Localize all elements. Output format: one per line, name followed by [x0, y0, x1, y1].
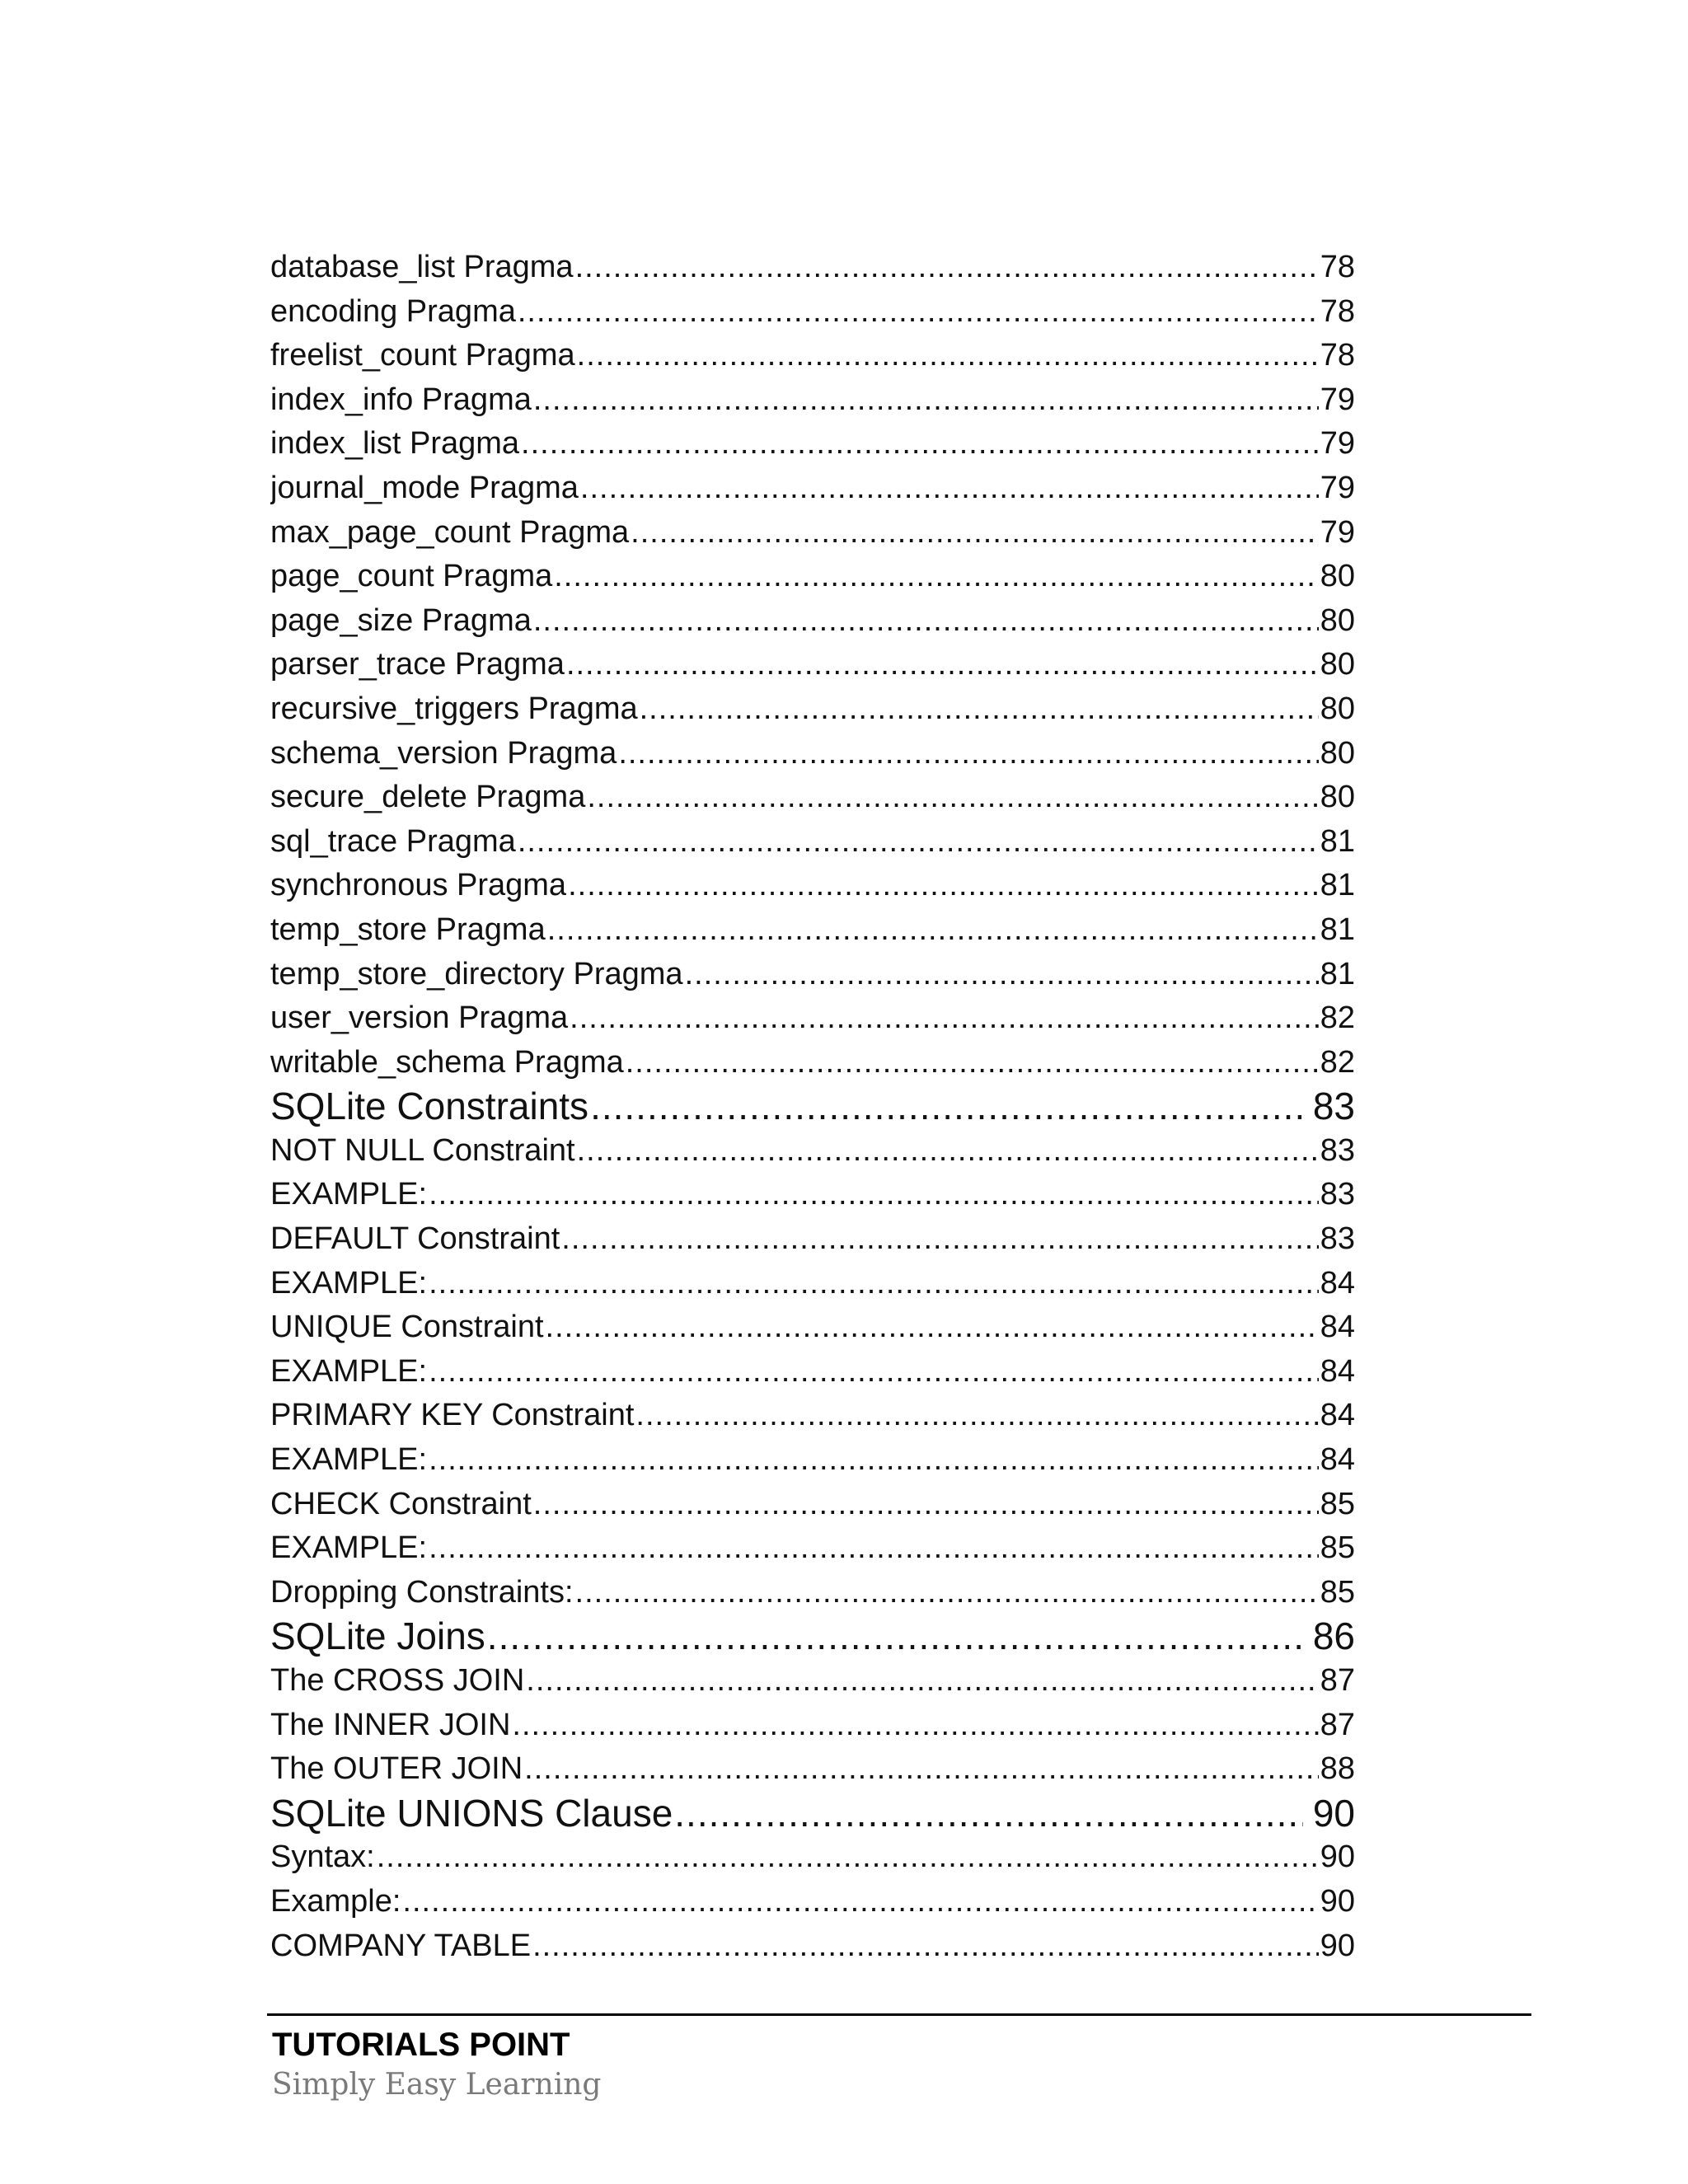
toc-entry-title: recursive_triggers Pragma [270, 691, 638, 726]
toc-entry-page-number: 80 [1320, 780, 1355, 815]
toc-entry[interactable] [270, 1217, 1355, 1262]
toc-dot-leader [429, 1526, 1319, 1571]
toc-dot-leader [402, 1880, 1318, 1924]
toc-dot-leader [575, 1571, 1319, 1615]
toc-entry[interactable] [270, 1041, 1355, 1085]
toc-entry-title: NOT NULL Constraint [270, 1132, 575, 1168]
toc-entry-title: schema_version Pragma [270, 735, 617, 771]
toc-entry[interactable] [270, 555, 1355, 599]
toc-entry[interactable] [270, 422, 1355, 466]
toc-entry-title: SQLite Joins [270, 1615, 485, 1658]
toc-entry[interactable] [270, 776, 1355, 820]
toc-entry[interactable] [270, 1880, 1355, 1924]
toc-entry[interactable] [270, 290, 1355, 335]
toc-dot-leader [685, 953, 1319, 997]
toc-dot-leader [512, 1704, 1318, 1748]
toc-dot-leader [524, 1747, 1319, 1792]
toc-entry-page-number: 81 [1320, 956, 1355, 991]
toc-entry-page-number: 80 [1320, 647, 1355, 682]
toc-entry-title: synchronous Pragma [270, 868, 567, 903]
toc-dot-leader [518, 820, 1319, 865]
toc-entry-title: The INNER JOIN [270, 1707, 511, 1742]
footer-brand: TUTORIALS POINT [272, 2027, 570, 2063]
toc-entry-title: EXAMPLE: [270, 1442, 428, 1478]
toc-entry-page-number: 88 [1320, 1751, 1355, 1787]
toc-entry-page-number: 81 [1320, 868, 1355, 903]
toc-entry-title: encoding Pragma [270, 293, 516, 329]
toc-entry-page-number: 80 [1320, 602, 1355, 638]
toc-entry[interactable] [270, 820, 1355, 865]
toc-entry-page-number: 80 [1320, 735, 1355, 771]
toc-dot-leader [533, 599, 1319, 644]
toc-entry-title: SQLite Constraints [270, 1085, 589, 1128]
toc-dot-leader [575, 246, 1319, 290]
toc-dot-leader [570, 996, 1319, 1041]
toc-entry-page-number: 87 [1320, 1663, 1355, 1698]
toc-entry-page-number: 80 [1320, 691, 1355, 726]
toc-entry[interactable] [270, 466, 1355, 511]
toc-entry-title: sql_trace Pragma [270, 823, 516, 859]
toc-heading-entry[interactable] [270, 1085, 1355, 1129]
footer-divider [267, 2013, 1531, 2016]
toc-entry-page-number: 78 [1320, 338, 1355, 373]
toc-entry[interactable] [270, 687, 1355, 732]
toc-dot-leader [635, 1394, 1318, 1438]
toc-dot-leader [429, 1173, 1319, 1217]
toc-entry[interactable] [270, 1659, 1355, 1704]
toc-entry-title: SQLite UNIONS Clause [270, 1791, 673, 1835]
toc-entry[interactable] [270, 246, 1355, 290]
toc-dot-leader [518, 290, 1319, 335]
toc-entry-title: temp_store Pragma [270, 912, 546, 947]
toc-entry-title: EXAMPLE: [270, 1353, 428, 1389]
toc-entry[interactable] [270, 1173, 1355, 1217]
toc-entry[interactable] [270, 1350, 1355, 1394]
toc-entry-title: The CROSS JOIN [270, 1663, 525, 1698]
toc-entry-page-number: 82 [1320, 1044, 1355, 1080]
toc-entry-title: index_info Pragma [270, 382, 532, 417]
toc-entry-page-number: 80 [1320, 559, 1355, 594]
toc-entry[interactable] [270, 1438, 1355, 1483]
toc-dot-leader [577, 334, 1319, 378]
toc-entry[interactable] [270, 908, 1355, 953]
toc-entry-page-number: 84 [1320, 1442, 1355, 1478]
toc-entry-page-number: 87 [1320, 1707, 1355, 1742]
toc-entry-title: EXAMPLE: [270, 1177, 428, 1212]
toc-entry-title: parser_trace Pragma [270, 647, 565, 682]
toc-entry-title: secure_delete Pragma [270, 780, 586, 815]
toc-entry-page-number: 83 [1312, 1085, 1355, 1128]
toc-dot-leader [626, 1041, 1319, 1085]
toc-entry-title: Example: [270, 1883, 401, 1919]
toc-dot-leader [547, 908, 1319, 953]
toc-entry[interactable] [270, 599, 1355, 644]
toc-entry[interactable] [270, 1129, 1355, 1174]
toc-heading-entry[interactable] [270, 1615, 1355, 1659]
toc-entry[interactable] [270, 953, 1355, 997]
toc-entry-title: Dropping Constraints: [270, 1574, 574, 1610]
toc-entry[interactable] [270, 864, 1355, 908]
toc-dot-leader [377, 1835, 1319, 1880]
toc-dot-leader [554, 555, 1318, 599]
toc-entry-title: COMPANY TABLE [270, 1928, 532, 1963]
toc-entry-page-number: 90 [1320, 1883, 1355, 1919]
toc-entry[interactable] [270, 1747, 1355, 1792]
toc-entry[interactable] [270, 511, 1355, 555]
toc-entry-page-number: 86 [1312, 1615, 1355, 1658]
toc-dot-leader [640, 687, 1319, 732]
toc-entry-page-number: 78 [1320, 250, 1355, 284]
toc-dot-leader [561, 1217, 1318, 1262]
toc-entry-page-number: 90 [1320, 1928, 1355, 1963]
toc-entry[interactable] [270, 996, 1355, 1041]
toc-entry-title: database_list Pragma [270, 250, 574, 284]
toc-entry-title: The OUTER JOIN [270, 1751, 523, 1787]
toc-entry-page-number: 84 [1320, 1265, 1355, 1301]
toc-entry-page-number: 84 [1320, 1310, 1355, 1345]
toc-entry[interactable] [270, 732, 1355, 776]
toc-entry[interactable] [270, 643, 1355, 687]
toc-dot-leader [429, 1350, 1319, 1394]
toc-entry-page-number: 81 [1320, 823, 1355, 859]
toc-dot-leader [487, 1615, 1303, 1659]
toc-entry-title: Syntax: [270, 1840, 375, 1875]
toc-dot-leader [526, 1659, 1318, 1704]
toc-dot-leader [429, 1438, 1319, 1483]
toc-entry-title: page_count Pragma [270, 559, 553, 594]
toc-entry-title: EXAMPLE: [270, 1265, 428, 1301]
toc-heading-entry[interactable] [270, 1792, 1355, 1836]
toc-entry[interactable] [270, 334, 1355, 378]
toc-entry-page-number: 84 [1320, 1398, 1355, 1433]
toc-entry-title: PRIMARY KEY Constraint [270, 1398, 635, 1433]
toc-dot-leader [590, 1085, 1303, 1129]
toc-entry-title: writable_schema Pragma [270, 1044, 624, 1080]
toc-dot-leader [533, 378, 1319, 423]
toc-dot-leader [566, 643, 1319, 687]
toc-entry-title: journal_mode Pragma [270, 470, 579, 505]
toc-dot-leader [532, 1924, 1319, 1969]
toc-entry[interactable] [270, 1704, 1355, 1748]
toc-dot-leader [533, 1483, 1319, 1527]
toc-entry-page-number: 79 [1320, 382, 1355, 417]
toc-entry-page-number: 90 [1312, 1791, 1355, 1835]
toc-entry-page-number: 83 [1320, 1221, 1355, 1257]
toc-entry-title: CHECK Constraint [270, 1486, 532, 1521]
toc-entry-title: freelist_count Pragma [270, 338, 575, 373]
toc-entry-page-number: 79 [1320, 470, 1355, 505]
toc-entry[interactable] [270, 1483, 1355, 1527]
toc-entry[interactable] [270, 378, 1355, 423]
toc-entry[interactable] [270, 1305, 1355, 1350]
toc-dot-leader [577, 1129, 1319, 1174]
toc-entry[interactable] [270, 1924, 1355, 1969]
toc-entry-page-number: 84 [1320, 1353, 1355, 1389]
toc-entry-title: user_version Pragma [270, 1001, 569, 1036]
toc-dot-leader [587, 776, 1318, 820]
toc-entry-page-number: 79 [1320, 426, 1355, 462]
toc-entry[interactable] [270, 1394, 1355, 1438]
table-of-contents [270, 246, 1355, 1968]
toc-entry[interactable] [270, 1571, 1355, 1615]
toc-entry-title: EXAMPLE: [270, 1530, 428, 1566]
toc-entry[interactable] [270, 1262, 1355, 1306]
toc-entry-page-number: 78 [1320, 293, 1355, 329]
toc-entry-page-number: 85 [1320, 1574, 1355, 1610]
toc-dot-leader [568, 864, 1319, 908]
toc-dot-leader [429, 1262, 1319, 1306]
toc-entry-page-number: 79 [1320, 514, 1355, 550]
toc-entry-title: temp_store_directory Pragma [270, 956, 683, 991]
toc-dot-leader [674, 1792, 1303, 1836]
toc-entry-page-number: 85 [1320, 1486, 1355, 1521]
footer-tagline: Simply Easy Learning [272, 2068, 602, 2102]
toc-dot-leader [618, 732, 1318, 776]
toc-dot-leader [631, 511, 1319, 555]
toc-entry-page-number: 90 [1320, 1840, 1355, 1875]
toc-entry-page-number: 81 [1320, 912, 1355, 947]
toc-dot-leader [580, 466, 1319, 511]
toc-entry-title: max_page_count Pragma [270, 514, 630, 550]
toc-entry-title: DEFAULT Constraint [270, 1221, 560, 1257]
toc-entry-page-number: 82 [1320, 1001, 1355, 1036]
toc-entry-title: index_list Pragma [270, 426, 520, 462]
toc-entry-page-number: 83 [1320, 1177, 1355, 1212]
toc-entry[interactable] [270, 1835, 1355, 1880]
toc-dot-leader [546, 1305, 1319, 1350]
toc-entry-page-number: 83 [1320, 1132, 1355, 1168]
toc-entry[interactable] [270, 1526, 1355, 1571]
toc-entry-title: page_size Pragma [270, 602, 532, 638]
toc-dot-leader [521, 422, 1319, 466]
toc-entry-title: UNIQUE Constraint [270, 1310, 544, 1345]
toc-entry-page-number: 85 [1320, 1530, 1355, 1566]
